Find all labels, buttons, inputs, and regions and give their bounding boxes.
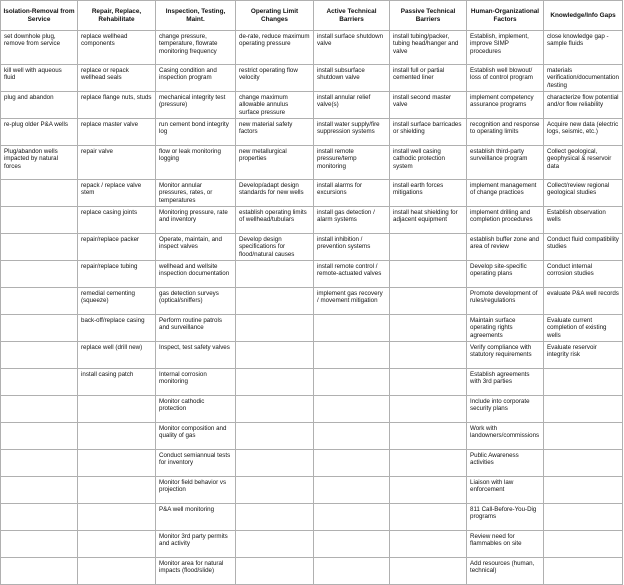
table-row [1,180,623,207]
header-active-barriers: Active Technical Barriers [314,1,390,31]
table-cell: Work with landowners/commissions [467,423,544,450]
table-cell [544,396,623,423]
header-repair-replace: Repair, Replace, Rehabilitate [78,1,156,31]
table-cell: establish operating limits of wellhead/tubulars [236,207,314,234]
table-cell [1,504,78,531]
table-cell [390,288,467,315]
table-cell: run cement bond integrity log [156,119,236,146]
table-cell: establish buffer zone and area of review [467,234,544,261]
table-cell [78,531,156,558]
table-cell [236,315,314,342]
table-cell: Collect geological, geophysical & reservoir data [544,146,623,180]
table-cell [1,288,78,315]
table-cell: Collect/review regional geological studies [544,180,623,207]
table-cell: Monitor cathodic protection [156,396,236,423]
table-cell [314,369,390,396]
table-cell: Monitor annular pressures, rates, or temperatures [156,180,236,207]
table-cell: install gas detection / alarm systems [314,207,390,234]
table-cell: install subsurface shutdown valve [314,65,390,92]
table-cell: new metallurgical properties [236,146,314,180]
table-cell: Monitor 3rd party permits and activity [156,531,236,558]
table-cell: replace wellhead components [78,31,156,65]
table-cell: install full or partial cemented liner [390,65,467,92]
table-cell: repair/replace tubing [78,261,156,288]
table-cell: implement management of change practices [467,180,544,207]
table-cell: characterize flow potential and/or flow reliability [544,92,623,119]
table-cell [236,531,314,558]
table-cell [78,450,156,477]
table-cell: Casing condition and inspection program [156,65,236,92]
table-cell: Public Awareness activities [467,450,544,477]
table-cell: close knowledge gap - sample fluids [544,31,623,65]
table-cell: install water supply/fire suppression systems [314,119,390,146]
table-cell: Develop/adapt design standards for new wells [236,180,314,207]
table-cell [544,504,623,531]
table-cell: install tubing/packer, tubing head/hanger and valve [390,31,467,65]
table-cell: kill well with aqueous fluid [1,65,78,92]
table-row [1,315,623,342]
table-cell: establish third-party surveillance program [467,146,544,180]
table-row [1,261,623,288]
table-cell: replace well (drill new) [78,342,156,369]
table-cell: recognition and response to operating limits [467,119,544,146]
table-cell: Review need for flammables on site [467,531,544,558]
header-knowledge-gaps: Knowledge/Info Gaps [544,1,623,31]
table-cell: install inhibition / prevention systems [314,234,390,261]
table-cell: install alarms for excursions [314,180,390,207]
table-cell [236,288,314,315]
table-row [1,31,623,65]
table-cell [236,369,314,396]
table-cell: change maximum allowable annulus surface pressure [236,92,314,119]
table-cell: back-off/replace casing [78,315,156,342]
table-cell: Evaluate current completion of existing wells [544,315,623,342]
table-row [1,92,623,119]
table-cell [390,315,467,342]
table-cell: materials verification/documentation/testing [544,65,623,92]
table-cell [390,477,467,504]
table-cell: evaluate P&A well records [544,288,623,315]
table-cell: restrict operating flow velocity [236,65,314,92]
table-cell: remedial cementing (squeeze) [78,288,156,315]
table-cell [544,558,623,585]
table-row [1,65,623,92]
table-cell [78,477,156,504]
table-cell [236,477,314,504]
table-cell: Include into corporate security plans [467,396,544,423]
table-cell [314,342,390,369]
table-cell: Inspect, test safety valves [156,342,236,369]
table-row [1,369,623,396]
table-cell [1,369,78,396]
table-cell: re-plug older P&A wells [1,119,78,146]
table-cell [1,423,78,450]
table-row [1,477,623,504]
table-cell: change pressure, temperature, flowrate monitoring frequency [156,31,236,65]
header-human-organizational: Human-Organizational Factors [467,1,544,31]
table-row [1,396,623,423]
table-cell [1,396,78,423]
table-row [1,504,623,531]
table-row [1,558,623,585]
table-cell: repair valve [78,146,156,180]
header-isolation-removal: Isolation-Removal from Service [1,1,78,31]
table-cell: P&A well monitoring [156,504,236,531]
table-cell: Conduct fluid compatibility studies [544,234,623,261]
table-cell [1,261,78,288]
table-row [1,288,623,315]
table-cell [78,423,156,450]
table-cell: Perform routine patrols and surveillance [156,315,236,342]
table-cell [390,450,467,477]
table-cell: Conduct semiannual tests for inventory [156,450,236,477]
table-cell [236,396,314,423]
table-cell [78,504,156,531]
table-cell [78,396,156,423]
table-cell: Monitor composition and quality of gas [156,423,236,450]
table-cell: de-rate, reduce maximum operating pressure [236,31,314,65]
table-cell [1,315,78,342]
table-cell [390,261,467,288]
table-cell: Monitor field behavior vs projection [156,477,236,504]
table-cell [314,315,390,342]
header-passive-barriers: Passive Technical Barriers [390,1,467,31]
table-cell [390,531,467,558]
table-cell [390,369,467,396]
table-cell [236,342,314,369]
table-cell: replace or repack wellhead seals [78,65,156,92]
table-row [1,234,623,261]
table-cell [236,504,314,531]
table-cell [314,450,390,477]
table-cell: implement gas recovery / movement mitigation [314,288,390,315]
table-cell [390,396,467,423]
table-cell: implement drilling and completion procedures [467,207,544,234]
table-cell: replace master valve [78,119,156,146]
table-cell: Internal corrosion monitoring [156,369,236,396]
table-cell [390,342,467,369]
table-cell: 811 Call-Before-You-Dig programs [467,504,544,531]
table-cell [544,369,623,396]
table-cell: Maintain surface operating rights agreements [467,315,544,342]
table-cell [314,531,390,558]
table-cell [544,477,623,504]
table-cell: Establish, implement, improve SIMP procedures [467,31,544,65]
table-cell: Plug/abandon wells impacted by natural forces [1,146,78,180]
table-cell: repair/replace packer [78,234,156,261]
table-cell: install remote pressure/temp monitoring [314,146,390,180]
table-cell: Monitor area for natural impacts (flood/slide) [156,558,236,585]
table-cell [544,531,623,558]
table-cell: Liaison with law enforcement [467,477,544,504]
table-cell: wellhead and wellsite inspection documentation [156,261,236,288]
header-row [1,1,623,31]
table-row [1,531,623,558]
table-row [1,450,623,477]
header-operating-limit: Operating Limit Changes [236,1,314,31]
table-cell [236,423,314,450]
table-cell: Verify compliance with statutory requirements [467,342,544,369]
table-cell [236,261,314,288]
table-cell [390,504,467,531]
table-cell: install well casing cathodic protection system [390,146,467,180]
table-cell: repack / replace valve stem [78,180,156,207]
table-cell [314,558,390,585]
table-cell: Develop design specifications for flood/natural causes [236,234,314,261]
table-cell [236,558,314,585]
table-cell: Establish agreements with 3rd parties [467,369,544,396]
table-cell: gas detection surveys (optical/sniffers) [156,288,236,315]
table-cell: install earth forces mitigations [390,180,467,207]
table-cell [390,423,467,450]
table-cell [314,504,390,531]
table-cell: install second master valve [390,92,467,119]
table-cell: Promote development of rules/regulations [467,288,544,315]
table-cell: install annular relief valve(s) [314,92,390,119]
table-cell [1,477,78,504]
table-cell [544,450,623,477]
table-cell: flow or leak monitoring logging [156,146,236,180]
table-cell: install remote control / remote-actuated valves [314,261,390,288]
table-cell: Evaluate reservoir integrity risk [544,342,623,369]
table-cell: Establish observation wells [544,207,623,234]
table-cell: replace casing joints [78,207,156,234]
table-cell: implement competency assurance programs [467,92,544,119]
table-cell: Conduct internal corrosion studies [544,261,623,288]
table-cell: mechanical integrity test (pressure) [156,92,236,119]
table-cell: install heat shielding for adjacent equipment [390,207,467,234]
table-cell [1,234,78,261]
table-row [1,423,623,450]
table-cell [314,423,390,450]
table-cell [544,423,623,450]
table-cell [390,234,467,261]
table-row [1,146,623,180]
table-cell: Acquire new data (electric logs, seismic, etc.) [544,119,623,146]
table-cell [314,477,390,504]
table-cell: install casing patch [78,369,156,396]
table-cell [1,207,78,234]
table-row [1,119,623,146]
table-cell: set downhole plug, remove from service [1,31,78,65]
table-cell [1,342,78,369]
table-row [1,207,623,234]
table-cell: Monitoring pressure, rate and inventory [156,207,236,234]
table-cell [1,558,78,585]
table-cell: Develop site-specific operating plans [467,261,544,288]
table-cell [1,531,78,558]
table-cell [78,558,156,585]
table-cell: Establish well blowout/ loss of control program [467,65,544,92]
table-cell: Add resources (human, technical) [467,558,544,585]
table-cell [314,396,390,423]
table-cell: Operate, maintain, and inspect valves [156,234,236,261]
table-cell [1,180,78,207]
table-row [1,342,623,369]
table-cell [390,558,467,585]
table-cell: replace flange nuts, studs [78,92,156,119]
table-cell: install surface shutdown valve [314,31,390,65]
table-cell [236,450,314,477]
table-cell [1,450,78,477]
table-cell: plug and abandon [1,92,78,119]
table-cell: new material safety factors [236,119,314,146]
table-cell: install surface barricades or shielding [390,119,467,146]
header-inspection-testing: Inspection, Testing, Maint. [156,1,236,31]
